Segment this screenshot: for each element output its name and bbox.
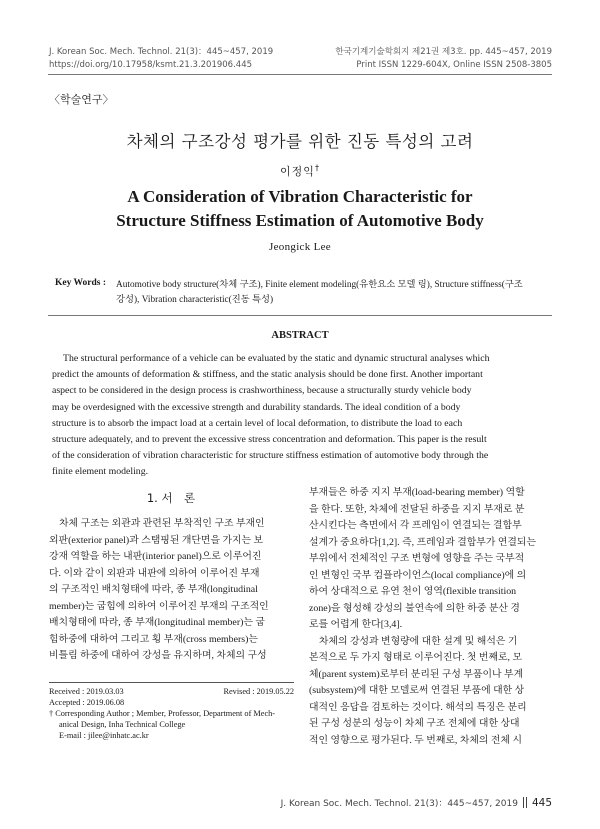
abstract-line: of the consideration of vibration characteristic for structure stiffness estimation of automotive body through the bbox=[52, 450, 489, 462]
doi-link[interactable]: https://doi.org/10.17958/ksmt.21.3.201906.445 bbox=[49, 60, 253, 70]
abstract-line: may be overdesigned with the excessive strength and durability standards. The ideal condition of a body bbox=[52, 401, 461, 413]
author-english: Jeongick Lee bbox=[269, 241, 331, 253]
author-email[interactable]: E-mail : jilee@inhatc.ac.kr bbox=[59, 731, 149, 740]
footnote bbox=[49, 686, 294, 741]
intro-line: 본적으로 두 가지 형태로 이루어진다. 첫 번째로, 모 bbox=[309, 652, 523, 663]
intro-line: 차체 구조는 외관과 관련된 부착적인 구조 부재인 bbox=[59, 518, 265, 529]
header-rule bbox=[48, 74, 552, 75]
intro-line: 체(parent system)로부터 분리된 구성 부품이나 부계 bbox=[309, 668, 524, 680]
author-korean bbox=[0, 163, 600, 179]
intro-line: 인 변형인 국부 컴플라이언스(local compliance)에 의 bbox=[309, 569, 527, 581]
title-english-line2: Structure Stiffness Estimation of Automotive Body bbox=[116, 211, 484, 230]
accepted-date: Accepted : 2019.06.08 bbox=[49, 698, 125, 707]
article-category: 〈학술연구〉 bbox=[49, 93, 114, 106]
footnote-rule bbox=[49, 682, 294, 683]
footer-separator bbox=[523, 797, 527, 808]
intro-line: 외판(exterior panel)과 스탬핑된 개단면을 가지는 보 bbox=[49, 534, 264, 546]
intro-line: 을 한다. 또한, 차체에 전달된 하중을 지지 부재로 분 bbox=[309, 503, 525, 515]
intro-line: 적인 영향으로 평가된다. 두 번째로, 차체의 전체 시 bbox=[309, 734, 523, 746]
received-date: Received : 2019.03.03 bbox=[49, 687, 124, 696]
intro-line: member)는 굽힘에 의하여 이루어진 부재의 구조적인 bbox=[49, 600, 269, 612]
title-english-line1: A Consideration of Vibration Characteristic for bbox=[127, 187, 473, 206]
keywords-label: Key Words : bbox=[55, 278, 107, 288]
intro-right-column bbox=[309, 485, 554, 749]
abstract-line: aspect to be considered in the design process is crashworthiness, because a structurally sturdy vehicle body bbox=[52, 385, 472, 397]
author-name-ko: 이정익 bbox=[280, 165, 315, 178]
abstract-body bbox=[52, 351, 548, 481]
intro-line: 차체의 강성과 변형량에 대한 설계 및 해석은 기 bbox=[309, 635, 518, 647]
intro-line: 산시킨다는 측면에서 각 프레임이 연결되는 결합부 bbox=[309, 520, 522, 531]
abstract-line: predict the amounts of deformation & stiffness, and the static analysis should be done first. Another important bbox=[52, 369, 483, 381]
intro-left-column bbox=[49, 516, 293, 665]
keywords-text bbox=[116, 278, 553, 308]
title-korean: 차체의 구조강성 평가를 위한 진동 특성의 고려 bbox=[126, 132, 474, 151]
journal-citation-ko: 한국기계기술학회지 제21권 제3호. pp. 445~457, 2019 bbox=[335, 47, 552, 57]
keywords-rule bbox=[48, 315, 552, 316]
intro-line: 로를 어렵게 한다[3,4]. bbox=[309, 619, 403, 630]
abstract-heading: ABSTRACT bbox=[271, 330, 329, 341]
corresponding-affiliation: anical Design, Inha Technical College bbox=[59, 720, 186, 729]
intro-line: 힘하중에 대하여 그리고 횡 부재(cross members)는 bbox=[49, 633, 258, 645]
intro-line: 강재 역할을 하는 내판(interior panel)으로 이루어진 bbox=[49, 551, 262, 562]
intro-line: 대적인 응답을 검토하는 것이다. 해석의 특징은 분리 bbox=[309, 701, 527, 713]
intro-line: (subsystem)에 대한 모델로써 연결된 부품에 대한 상 bbox=[309, 685, 525, 696]
intro-line: 하여 상대적으로 유연 천이 영역(flexible transition bbox=[309, 586, 517, 597]
abstract-line: structure is to absorb the impact load at a certain level of local deformation, to distribute the load to each bbox=[52, 417, 463, 429]
intro-line: 설계가 중요하다[1,2]. 즉, 프레임과 결합부가 연결되는 bbox=[309, 536, 536, 548]
keywords-line: Automotive body structure(차체 구조), Finite element modeling(유한요소 모델 링), Structure stiffness(구조 bbox=[116, 280, 523, 290]
intro-line: zone)을 형성해 강성의 불연속에 의한 하중 분산 경 bbox=[309, 602, 520, 614]
intro-line: 의 구조적인 배치형태에 따라, 종 부재(longitudinal bbox=[49, 584, 258, 595]
intro-line: 비틀림 하중에 대하여 강성을 유지하며, 차체의 구성 bbox=[49, 650, 267, 661]
intro-line: 된 구성 성분의 성능이 차체 구조 전체에 대한 상대 bbox=[309, 718, 520, 729]
issn: Print ISSN 1229-604X, Online ISSN 2508-3805 bbox=[356, 60, 552, 70]
corresponding-author: † Corresponding Author ; Member, Professor, Department of Mech- bbox=[49, 709, 276, 718]
revised-date: Revised : 2019.05.22 bbox=[223, 687, 294, 696]
journal-citation: J. Korean Soc. Mech. Technol. 21(3)：445~457, 2019 bbox=[49, 47, 274, 57]
keywords-line: 강성), Vibration characteristic(진동 특성) bbox=[116, 295, 274, 305]
abstract-line: finite element modeling. bbox=[52, 466, 149, 478]
intro-line: 다. 이와 같이 외판과 내판에 의하여 이루어진 부재 bbox=[49, 567, 260, 579]
abstract-line: structure adequately, and to prevent the excessive stress concentration and deformation. This paper is the result bbox=[52, 434, 487, 446]
section-heading-introduction: 1. 서 론 bbox=[146, 491, 196, 505]
page-footer bbox=[281, 796, 552, 809]
intro-line: 부위에서 전체적인 구조 변형에 영향을 주는 국부적 bbox=[309, 553, 525, 564]
corresponding-mark: † bbox=[314, 163, 320, 173]
footnote-dates bbox=[49, 686, 294, 697]
abstract-line: The structural performance of a vehicle can be evaluated by the static and dynamic structural analyses which bbox=[63, 353, 490, 364]
footer-journal: J. Korean Soc. Mech. Technol. 21(3)：445~457, 2019 bbox=[280, 799, 518, 809]
page-number: 445 bbox=[531, 796, 552, 809]
intro-line: 부재들은 하중 지지 부재(load-bearing member) 역할 bbox=[309, 487, 525, 498]
intro-line: 배치형태에 따라, 종 부재(longitudinal member)는 굽 bbox=[49, 617, 265, 628]
